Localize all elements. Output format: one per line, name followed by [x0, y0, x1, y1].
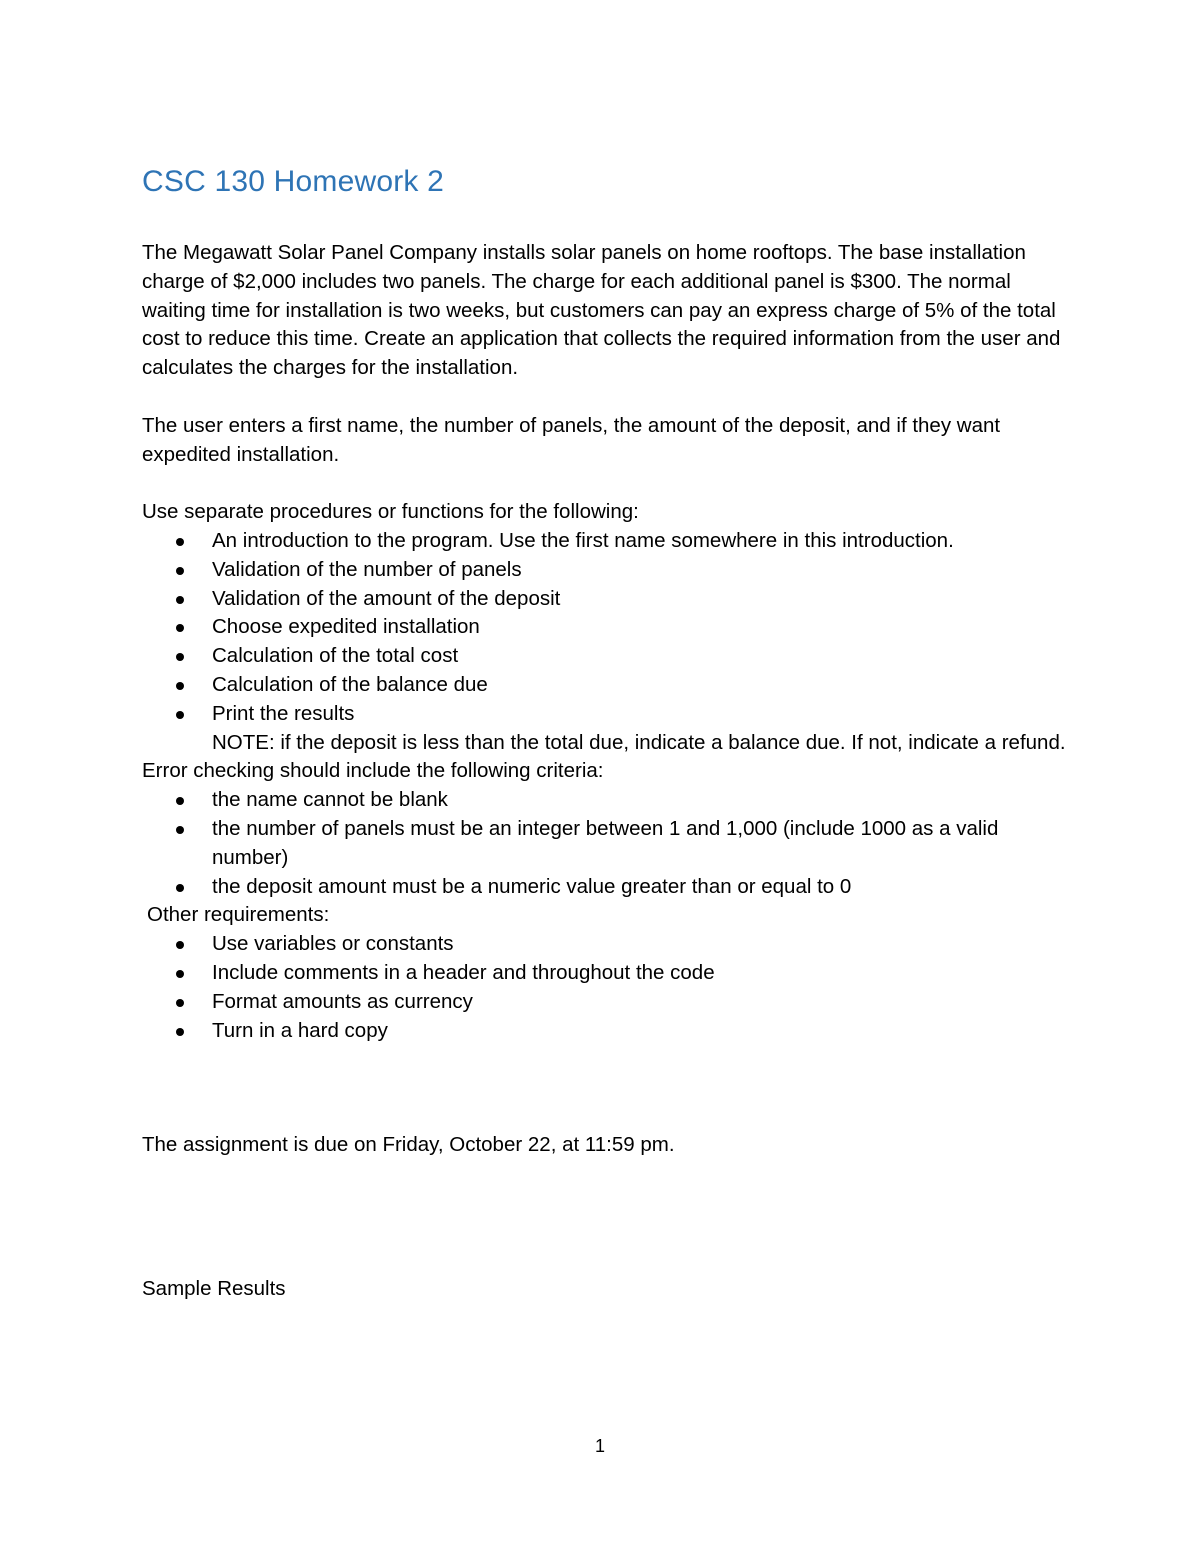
intro-paragraph: The Megawatt Solar Panel Company installs solar panels on home rooftops. The base installation charge of $2,000 includes two panels. The charge for each additional panel is $300. The normal waiting time for installation is two weeks, but customers can pay an express charge of 5% of the total cost to reduce this time. Create an application that collects the required information from the user and calculates the charges for the installation.: [142, 241, 1061, 380]
list-item: the deposit amount must be a numeric value greater than or equal to 0: [212, 873, 1072, 902]
list-item: Turn in a hard copy: [212, 1017, 1072, 1046]
list-item: Choose expedited installation: [212, 613, 1072, 642]
procedures-list: [142, 527, 1072, 757]
list-item: Validation of the number of panels: [212, 556, 1072, 585]
document-body: [142, 160, 1072, 1304]
sample-results-heading: Sample Results: [142, 1277, 286, 1301]
list-item: Use variables or constants: [212, 930, 1072, 959]
list-item: the number of panels must be an integer between 1 and 1,000 (include 1000 as a valid number): [212, 815, 1072, 873]
list-item: An introduction to the program. Use the first name somewhere in this introduction.: [212, 527, 1072, 556]
list-item: Print the results NOTE: if the deposit is less than the total due, indicate a balance due. If not, indicate a refund.: [212, 700, 1072, 758]
list-item: the name cannot be blank: [212, 786, 1072, 815]
user-input-paragraph: The user enters a first name, the number of panels, the amount of the deposit, and if they want expedited installation.: [142, 413, 1001, 466]
due-date-text: The assignment is due on Friday, October 22, at 11:59 pm.: [142, 1133, 675, 1157]
error-heading: Error checking should include the following criteria:: [142, 759, 604, 783]
list-item: Calculation of the total cost: [212, 642, 1072, 671]
list-item: Format amounts as currency: [212, 988, 1072, 1017]
page-title: CSC 130 Homework 2: [142, 165, 445, 198]
list-item: Validation of the amount of the deposit: [212, 585, 1072, 614]
error-criteria-list: [142, 786, 1072, 901]
page-number: 1: [594, 1436, 605, 1456]
other-requirements-list: [142, 930, 1072, 1045]
procedures-note: NOTE: if the deposit is less than the total due, indicate a balance due. If not, indicate a refund.: [212, 730, 1066, 754]
procedures-heading: Use separate procedures or functions for the following:: [142, 500, 639, 524]
list-item: Calculation of the balance due: [212, 671, 1072, 700]
other-requirements-heading: Other requirements:: [147, 903, 330, 927]
list-item: Include comments in a header and throughout the code: [212, 959, 1072, 988]
